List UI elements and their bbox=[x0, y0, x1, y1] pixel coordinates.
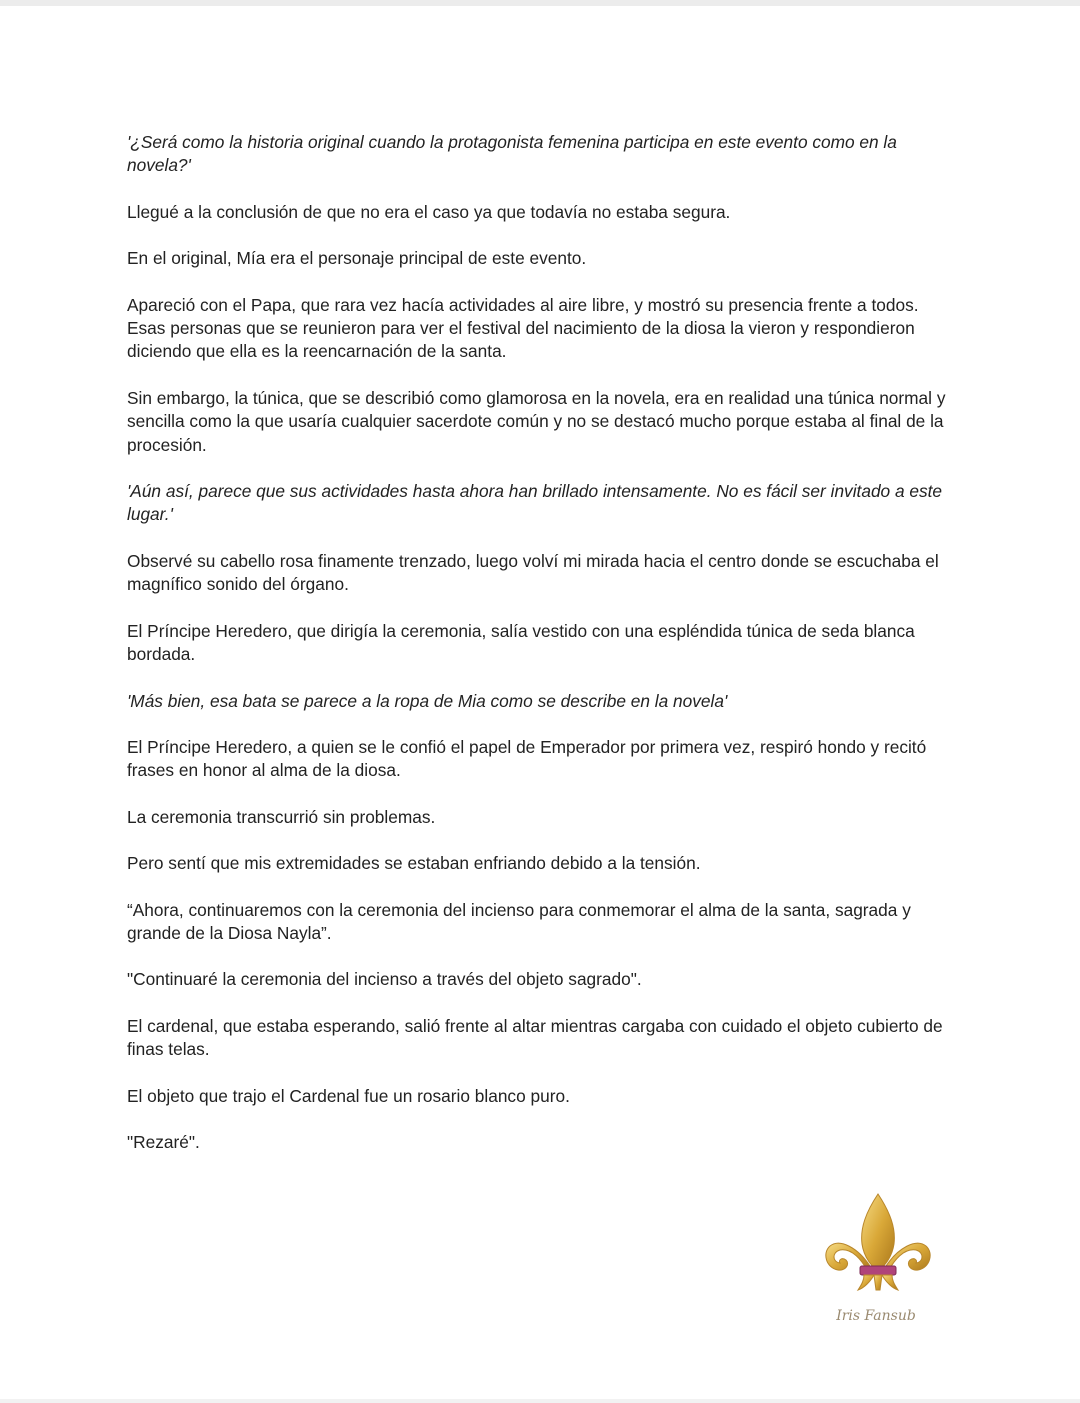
top-strip bbox=[0, 0, 1080, 6]
paragraph-4: Apareció con el Papa, que rara vez hacía actividades al aire libre, y mostró su presencia frente a todos. Esas personas que se reunieron para ver el festival del nacimiento de la diosa la vieron y respondieron diciendo que ella es la reencarnación de la santa. bbox=[127, 294, 919, 362]
paragraph-7: Observé su cabello rosa finamente trenzado, luego volví mi mirada hacia el centro donde se escuchaba el magnífico sonido del órgano. bbox=[127, 550, 939, 595]
paragraph-14: "Continuaré la ceremonia del incienso a través del objeto sagrado". bbox=[127, 969, 642, 990]
paragraph-1: '¿Será como la historia original cuando la protagonista femenina participa en este evento como en la novela?' bbox=[127, 132, 897, 176]
paragraph-6: 'Aún así, parece que sus actividades hasta ahora han brillado intensamente. No es fácil ser invitado a este lugar.' bbox=[127, 481, 943, 525]
paragraph-13: “Ahora, continuaremos con la ceremonia del incienso para conmemorar el alma de la santa, sagrada y grande de la Diosa Nayla”. bbox=[127, 899, 911, 943]
paragraph-16: El objeto que trajo el Cardenal fue un rosario blanco puro. bbox=[127, 1085, 570, 1106]
document-body bbox=[127, 131, 957, 1177]
paragraph-8: El Príncipe Heredero, que dirigía la ceremonia, salía vestido con una espléndida túnica de seda blanca bordada. bbox=[127, 620, 915, 665]
fleur-de-lis-icon bbox=[818, 1190, 938, 1335]
paragraph-9: 'Más bien, esa bata se parece a la ropa de Mia como se describe en la novela' bbox=[127, 690, 728, 711]
paragraph-17: "Rezaré". bbox=[127, 1131, 200, 1152]
paragraph-12: Pero sentí que mis extremidades se estaban enfriando debido a la tensión. bbox=[127, 853, 701, 874]
paragraph-10: El Príncipe Heredero, a quien se le confió el papel de Emperador por primera vez, respiró hondo y recitó frases en honor al alma de la diosa. bbox=[127, 736, 927, 781]
paragraph-11: La ceremonia transcurrió sin problemas. bbox=[127, 806, 436, 827]
fansub-logo bbox=[818, 1190, 938, 1335]
bottom-strip bbox=[0, 1399, 1080, 1403]
paragraph-5: Sin embargo, la túnica, que se describió como glamorosa en la novela, era en realidad una túnica normal y sencilla como la que usaría cualquier sacerdote común y no se destacó mucho porque estaba al final de la procesión. bbox=[127, 387, 946, 455]
svg-text:Iris Fansub: Iris Fansub bbox=[836, 1308, 916, 1324]
paragraph-3: En el original, Mía era el personaje principal de este evento. bbox=[127, 248, 587, 269]
paragraph-2: Llegué a la conclusión de que no era el caso ya que todavía no estaba segura. bbox=[127, 201, 731, 222]
paragraph-15: El cardenal, que estaba esperando, salió frente al altar mientras cargaba con cuidado el objeto cubierto de finas telas. bbox=[127, 1015, 943, 1060]
